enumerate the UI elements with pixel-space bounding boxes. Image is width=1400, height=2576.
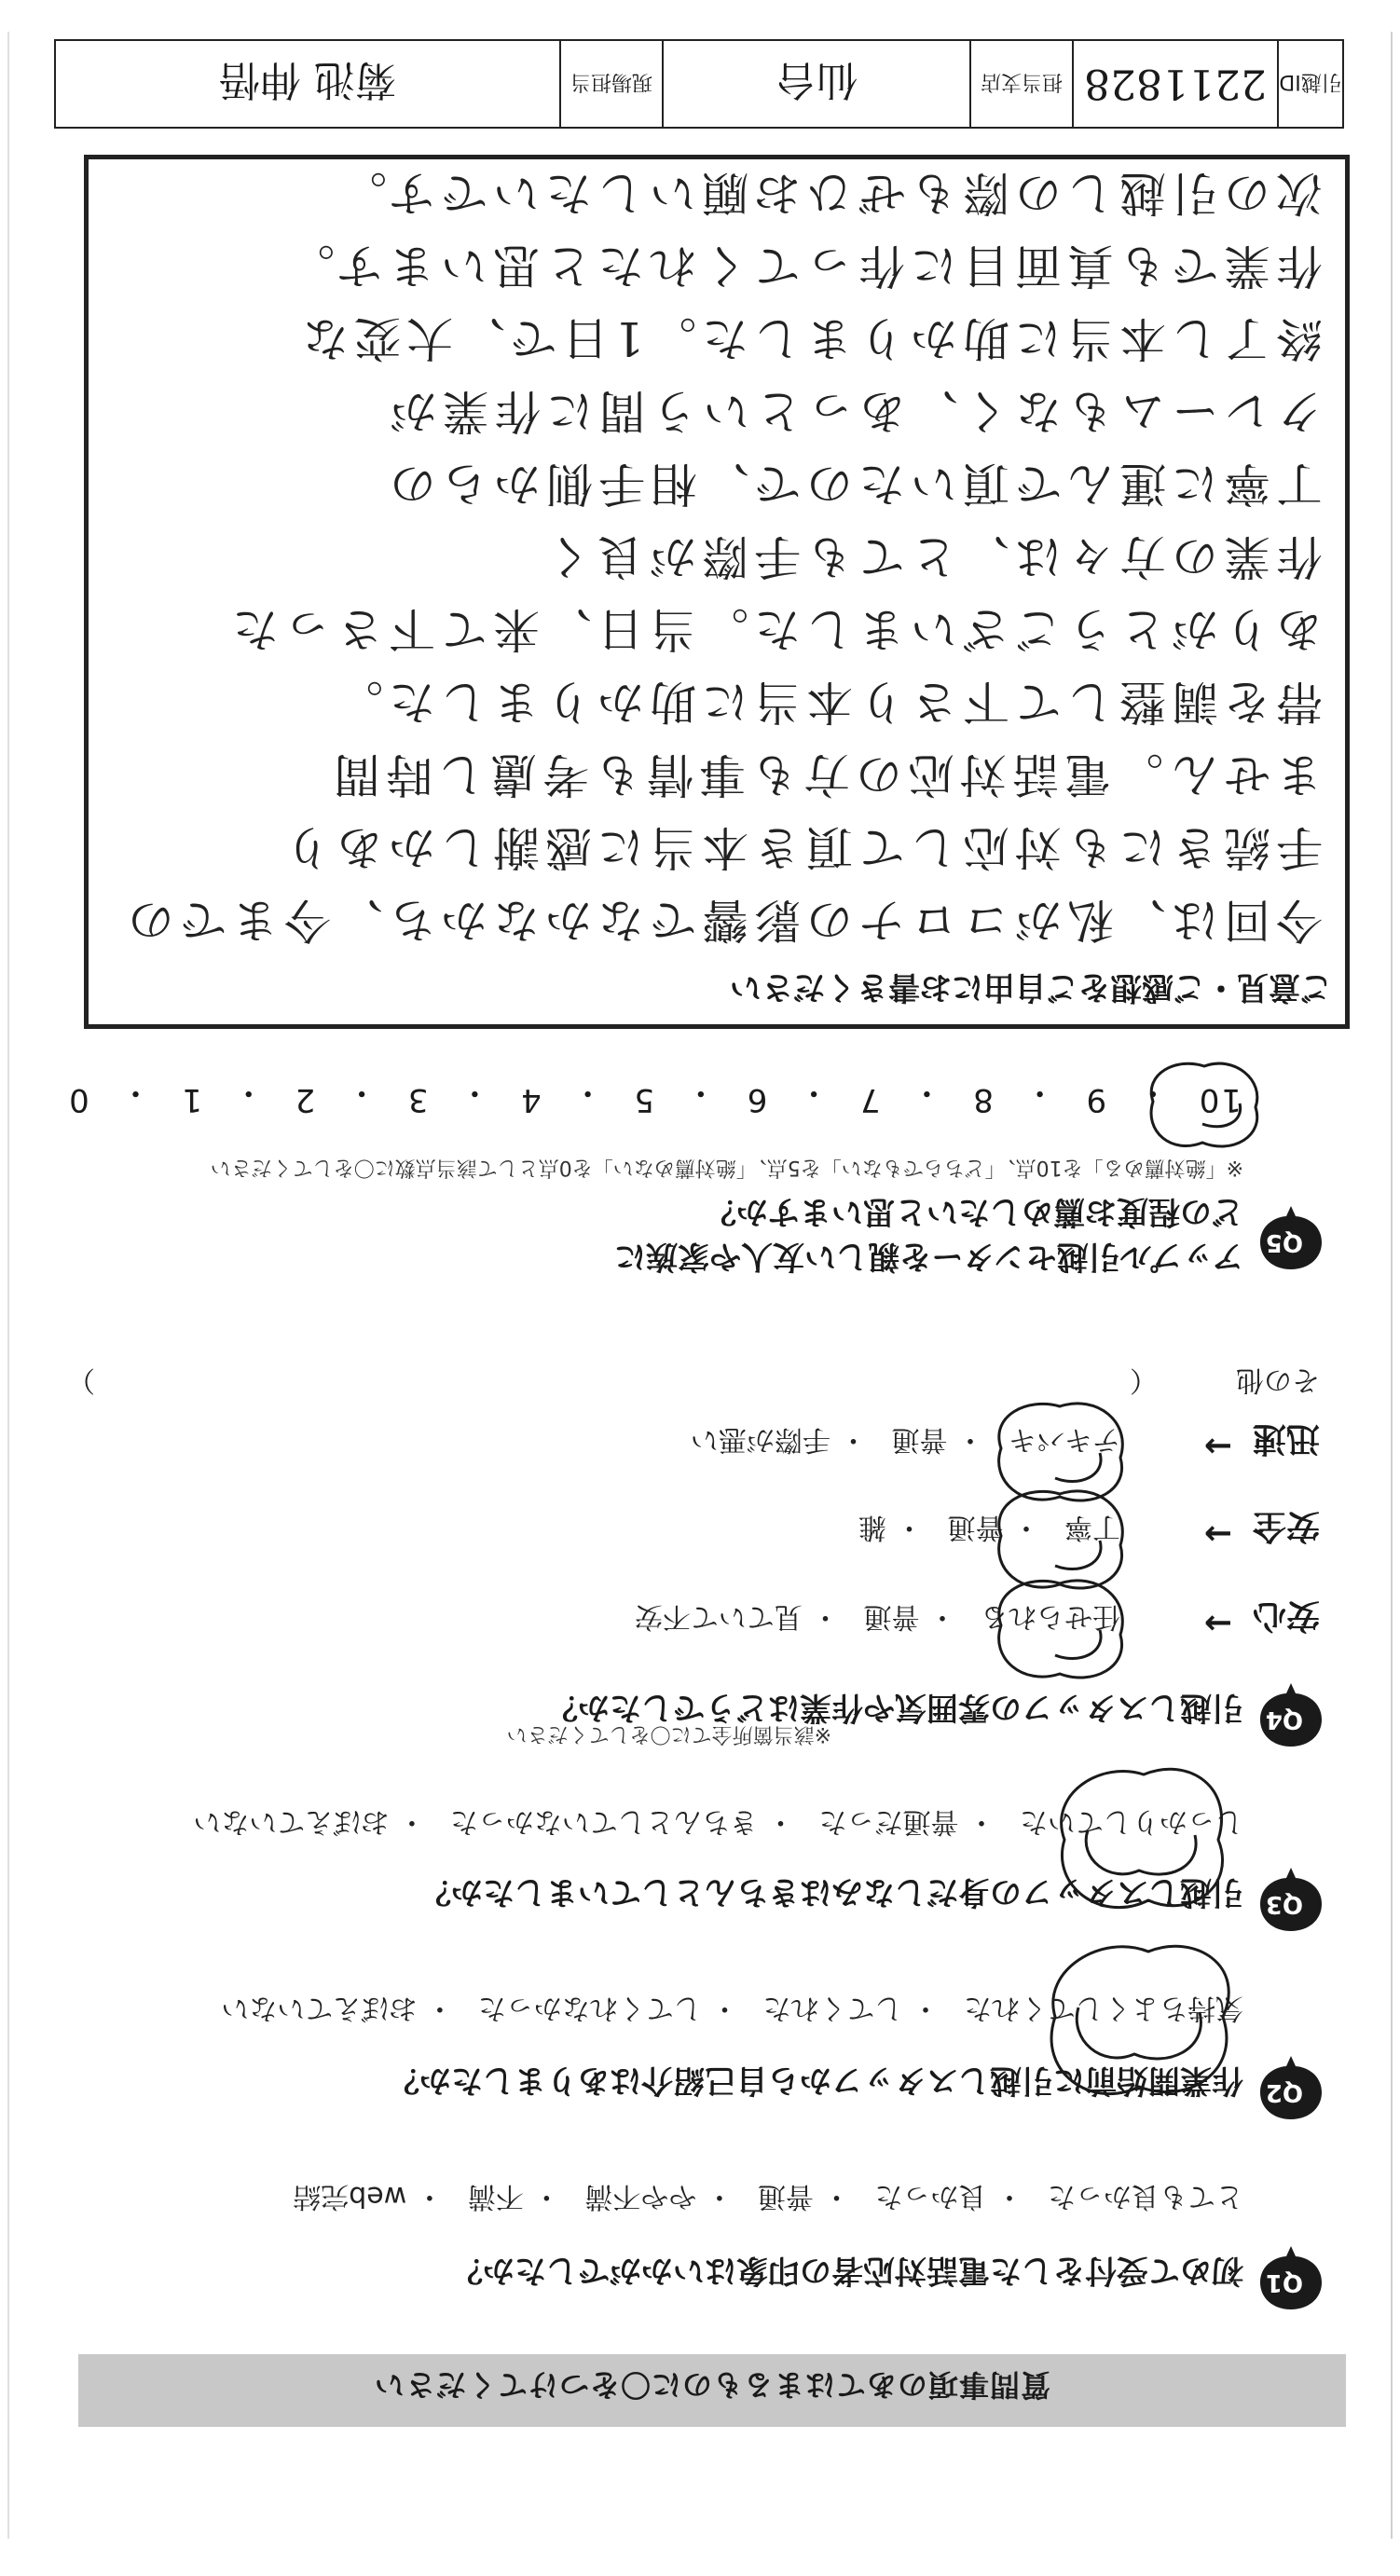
q4-other-open-paren: （: [1130, 1363, 1158, 1396]
q4-note: ※該当箇所全てに〇をしてください: [506, 1722, 831, 1746]
q3-question: 引越しスタッフの身だしなみはきちんとしていましたか？: [419, 1873, 1243, 1911]
comment-line: 丁寧に運んで頂いたので、相手側からの: [384, 457, 1323, 511]
id-value: 2211828: [1072, 41, 1277, 127]
q2-options: 気持ちよくしてくれた・ してくれた・ してくれなかった・ おぼえていない: [221, 1992, 1243, 2024]
q4-option[interactable]: 普通: [891, 1423, 948, 1456]
comment-line: 手続きにも対応して頂き本当に感謝しかあり: [279, 820, 1323, 874]
scale-option[interactable]: 5: [632, 1081, 655, 1118]
q1-option[interactable]: とても良かった: [1048, 2180, 1243, 2213]
scale-option[interactable]: 3: [405, 1081, 429, 1118]
q4-other-label: その他: [1236, 1363, 1320, 1396]
q1-option[interactable]: 不満: [467, 2180, 524, 2213]
q5-number: Q5: [1265, 1228, 1303, 1256]
q1-option[interactable]: 良かった: [874, 2180, 987, 2213]
q4-row-anshin-options: 任せられる・ 普通・ 見ていて不安: [634, 1600, 1120, 1633]
q3-option[interactable]: おぼえていない: [193, 1805, 390, 1838]
q4-row-anzen-label: 安全: [1252, 1507, 1320, 1545]
q2-option[interactable]: してくれなかった: [477, 1992, 702, 2024]
scale-option[interactable]: 2: [293, 1081, 316, 1118]
q2-option[interactable]: 気持ちよくしてくれた: [964, 1992, 1243, 2024]
instructions-text: 質問事項のあてはまるものに〇をつけてください: [374, 2367, 1051, 2403]
branch-value: 仙台: [662, 41, 969, 127]
scale-option[interactable]: 10: [1197, 1081, 1242, 1118]
q1-options: とても良かった・ 良かった・ 普通・ やや不満・ 不満・ web完結: [293, 2180, 1243, 2213]
comment-line: クレームもなく、あっという間に作業が: [384, 384, 1323, 438]
q2-number: Q2: [1265, 2078, 1303, 2106]
q2-option[interactable]: してくれた: [762, 1992, 903, 2024]
comment-line: ありがとうございました。当日、来て下さった: [226, 602, 1323, 656]
q4-question: 引越しスタッフの雰囲気や作業はどうでしたか？: [546, 1689, 1243, 1726]
scale-option[interactable]: 8: [971, 1081, 994, 1118]
q4-option[interactable]: 普通: [947, 1511, 1004, 1543]
scale-option[interactable]: 1: [180, 1081, 202, 1118]
comment-line: 今回は、私がコロナの影響でなかなかち、今までの: [122, 893, 1323, 947]
q3-number: Q3: [1265, 1890, 1303, 1918]
scale-option[interactable]: 9: [1084, 1081, 1107, 1118]
q4-option[interactable]: 任せられる: [981, 1600, 1120, 1633]
q1-option[interactable]: 普通: [757, 2180, 814, 2213]
comment-line: ません。電話対応の方も事情も考慮し時間: [328, 747, 1323, 802]
comment-line: 作業の方々は、とても手際が良く: [540, 529, 1323, 583]
q4-option[interactable]: テキパキ: [1009, 1423, 1120, 1456]
q4-option[interactable]: 丁寧: [1064, 1511, 1120, 1543]
q4-row-anshin-label: 安心: [1252, 1596, 1320, 1635]
q5-question-line2: どの程度お薦めしたいと思いますか？: [705, 1193, 1243, 1230]
comment-line: 作業でも真面目に作ってくれたと思います。: [282, 239, 1323, 293]
q4-option[interactable]: 普通: [863, 1600, 920, 1633]
q1-question: 初めて受付をした電話対応者の印象はいかがでしたか？: [451, 2252, 1243, 2289]
comment-line: 帯を調整して下さり本当に助かりました。: [331, 675, 1323, 729]
q4-option[interactable]: 雑: [858, 1511, 886, 1543]
leader-label: 現場担当: [559, 41, 662, 127]
q1-option[interactable]: やや不満: [584, 2180, 697, 2213]
q4-option[interactable]: 手際が悪い: [690, 1423, 830, 1456]
scan-edge-left: [1391, 32, 1393, 2539]
q4-row-anshin-arrow: →: [1203, 1604, 1232, 1642]
scale-option[interactable]: 4: [519, 1081, 542, 1118]
comment-line: 次の引越しの際もぜひお願いしたいです。: [335, 166, 1323, 220]
q2-option[interactable]: おぼえていない: [221, 1992, 418, 2024]
q1-option[interactable]: web完結: [293, 2180, 407, 2213]
q5-question-line1: アップル引越センターを親しい友人や家族に: [614, 1238, 1243, 1275]
q4-row-jinsoku-label: 迅速: [1252, 1419, 1320, 1458]
q4-row-anzen-options: 丁寧・ 普通・ 雑: [858, 1511, 1120, 1543]
q4-option[interactable]: 見ていて不安: [634, 1600, 803, 1633]
q4-number: Q4: [1265, 1706, 1303, 1733]
scale-option[interactable]: 7: [858, 1081, 881, 1118]
q1-number: Q1: [1265, 2268, 1303, 2296]
q5-note: ※「絶対薦める」を10点、「どちらでもない」を5点、「絶対薦めない」を0点として該当点数に〇をしてください: [210, 1156, 1243, 1179]
q5-scale: 10 ・ 9 ・ 8 ・ 7 ・ 6 ・ 5 ・ 4 ・ 3 ・ 2 ・ 1 ・ 0: [67, 1074, 1242, 1118]
q4-other-close-paren: ）: [67, 1363, 95, 1396]
q4-row-anzen-arrow: →: [1203, 1514, 1232, 1553]
q3-options: しっかりしていた・ 普通だった・ きちんとしていなかった・ おぼえていない: [193, 1805, 1243, 1838]
scan-edge-right: [7, 32, 9, 2539]
q4-row-jinsoku-options: テキパキ・ 普通・ 手際が悪い: [690, 1423, 1120, 1456]
comments-title: ご意見・ご感想をご自由にお書きください: [730, 968, 1332, 1006]
q3-option[interactable]: きちんとしていなかった: [449, 1805, 758, 1838]
scale-option[interactable]: 6: [745, 1081, 768, 1118]
instructions-banner: [78, 2354, 1346, 2427]
q3-option[interactable]: 普通だった: [818, 1805, 959, 1838]
q3-option[interactable]: しっかりしていた: [1020, 1805, 1243, 1838]
comment-line: 終了し本当に助かりました。1日で、大変な: [296, 311, 1323, 365]
q4-row-jinsoku-arrow: →: [1203, 1427, 1232, 1465]
comments-box: [84, 155, 1350, 1029]
branch-label: 担当支店: [969, 41, 1072, 127]
scale-option[interactable]: 0: [67, 1081, 89, 1118]
id-label: 引越ID: [1277, 41, 1342, 127]
id-table: [54, 39, 1344, 129]
q2-question: 作業開始前に引越しスタッフから自己紹介はありましたか？: [388, 2062, 1243, 2099]
leader-value: 菊池 伸悟: [219, 56, 396, 103]
